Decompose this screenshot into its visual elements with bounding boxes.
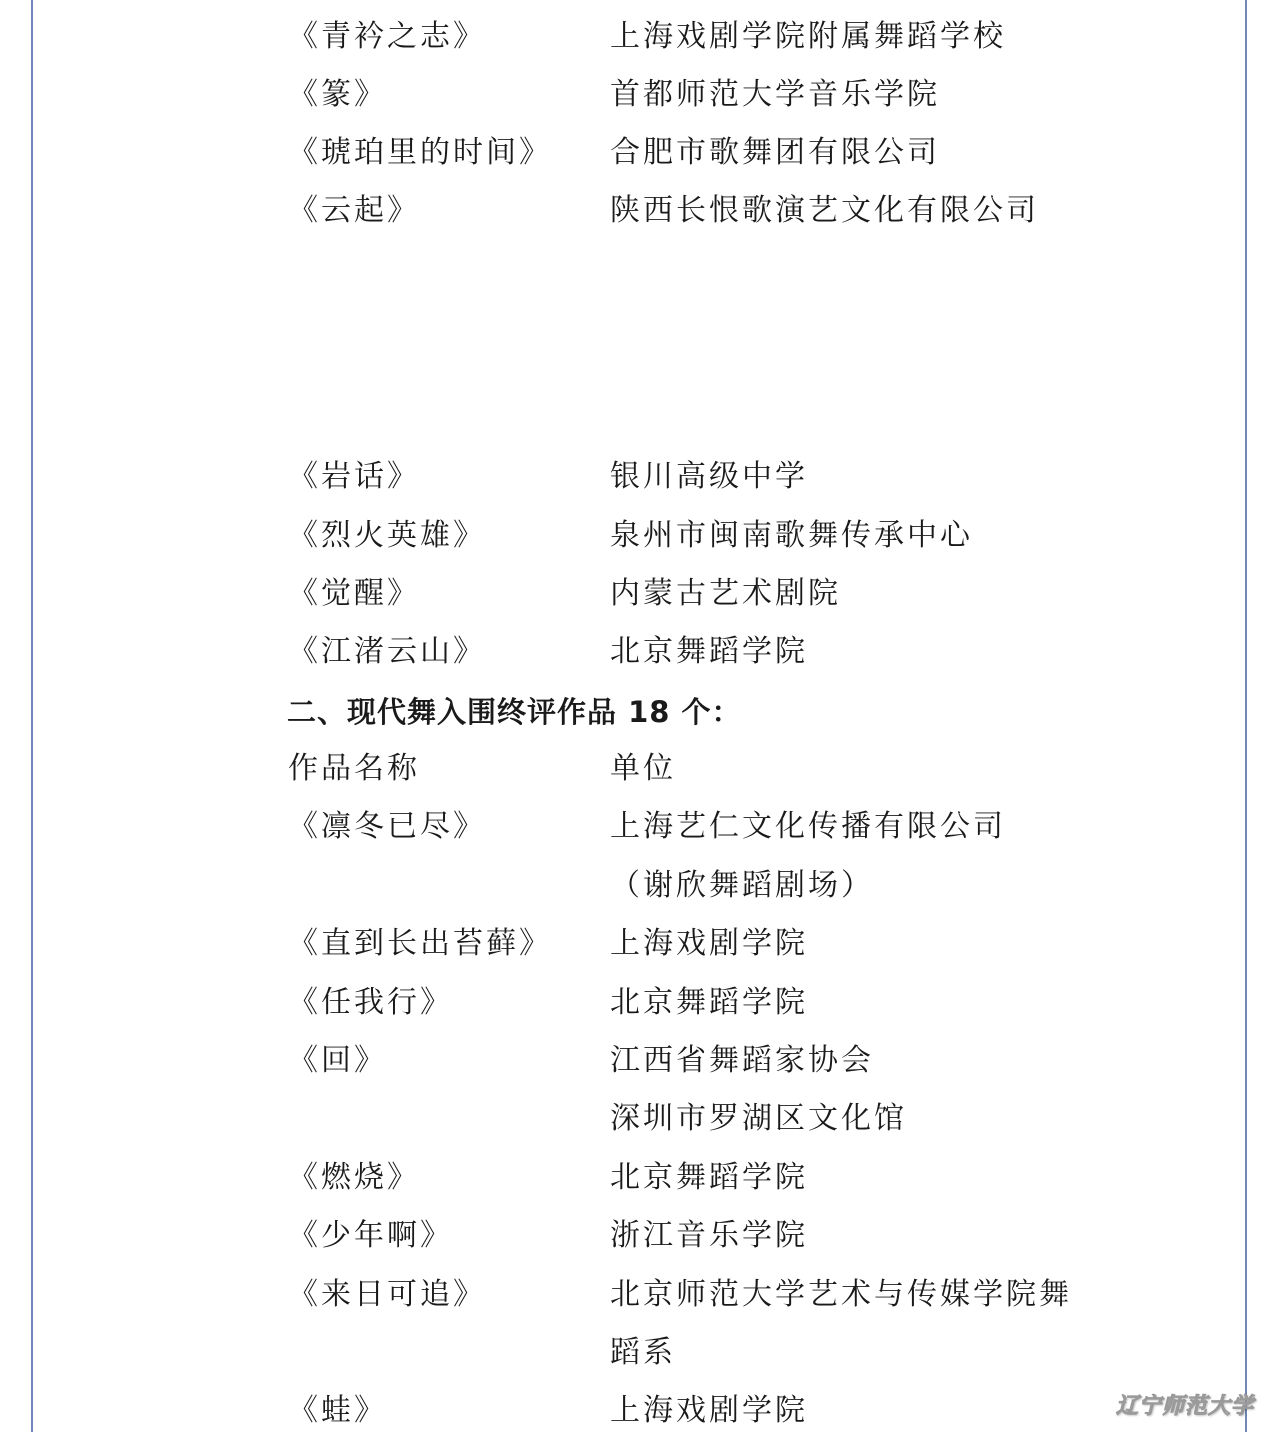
work-unit: 深圳市罗湖区文化馆: [610, 1101, 907, 1136]
work-title: 《青衿之志》: [288, 19, 486, 54]
work-unit: 首都师范大学音乐学院: [610, 77, 940, 112]
work-title: 《篆》: [288, 77, 387, 112]
work-title: 《江渚云山》: [288, 634, 486, 669]
work-title: 《岩话》: [288, 459, 420, 494]
work-unit: 上海戏剧学院: [610, 926, 808, 961]
work-title: 《来日可追》: [288, 1277, 486, 1312]
work-unit: 北京舞蹈学院: [610, 985, 808, 1020]
work-title: 《直到长出苔藓》: [288, 926, 552, 961]
work-unit: 泉州市闽南歌舞传承中心: [610, 518, 973, 553]
work-unit: 上海艺仁文化传播有限公司: [610, 809, 1006, 844]
work-title: 《任我行》: [288, 985, 453, 1020]
work-unit: （谢欣舞蹈剧场）: [610, 868, 874, 903]
section-heading: 二、现代舞入围终评作品 18 个：: [287, 695, 742, 729]
work-title: 《烈火英雄》: [288, 518, 486, 553]
watermark-logo: 辽宁师范大学: [1115, 1394, 1254, 1419]
work-unit: 江西省舞蹈家协会: [610, 1043, 874, 1078]
work-title: 《蛙》: [288, 1393, 387, 1428]
work-unit: 上海戏剧学院附属舞蹈学校: [610, 19, 1006, 54]
work-unit: 北京舞蹈学院: [610, 634, 808, 669]
work-title: 《琥珀里的时间》: [288, 135, 552, 170]
work-title: 《凛冬已尽》: [288, 809, 486, 844]
work-title: 《少年啊》: [288, 1218, 453, 1253]
work-unit: 浙江音乐学院: [610, 1218, 808, 1253]
work-unit: 北京师范大学艺术与传媒学院舞: [610, 1277, 1072, 1312]
work-unit: 北京舞蹈学院: [610, 1160, 808, 1195]
work-unit: 上海戏剧学院: [610, 1393, 808, 1428]
work-title: 《觉醒》: [288, 576, 420, 611]
column-header-unit: 单位: [610, 751, 676, 786]
work-unit: 蹈系: [610, 1335, 676, 1370]
work-title: 《燃烧》: [288, 1160, 420, 1195]
work-unit: 陕西长恨歌演艺文化有限公司: [610, 193, 1039, 228]
work-title: 《回》: [288, 1043, 387, 1078]
work-title: 《云起》: [288, 193, 420, 228]
work-unit: 银川高级中学: [610, 459, 808, 494]
column-header-work: 作品名称: [288, 751, 420, 786]
work-unit: 内蒙古艺术剧院: [610, 576, 841, 611]
work-unit: 合肥市歌舞团有限公司: [610, 135, 940, 170]
